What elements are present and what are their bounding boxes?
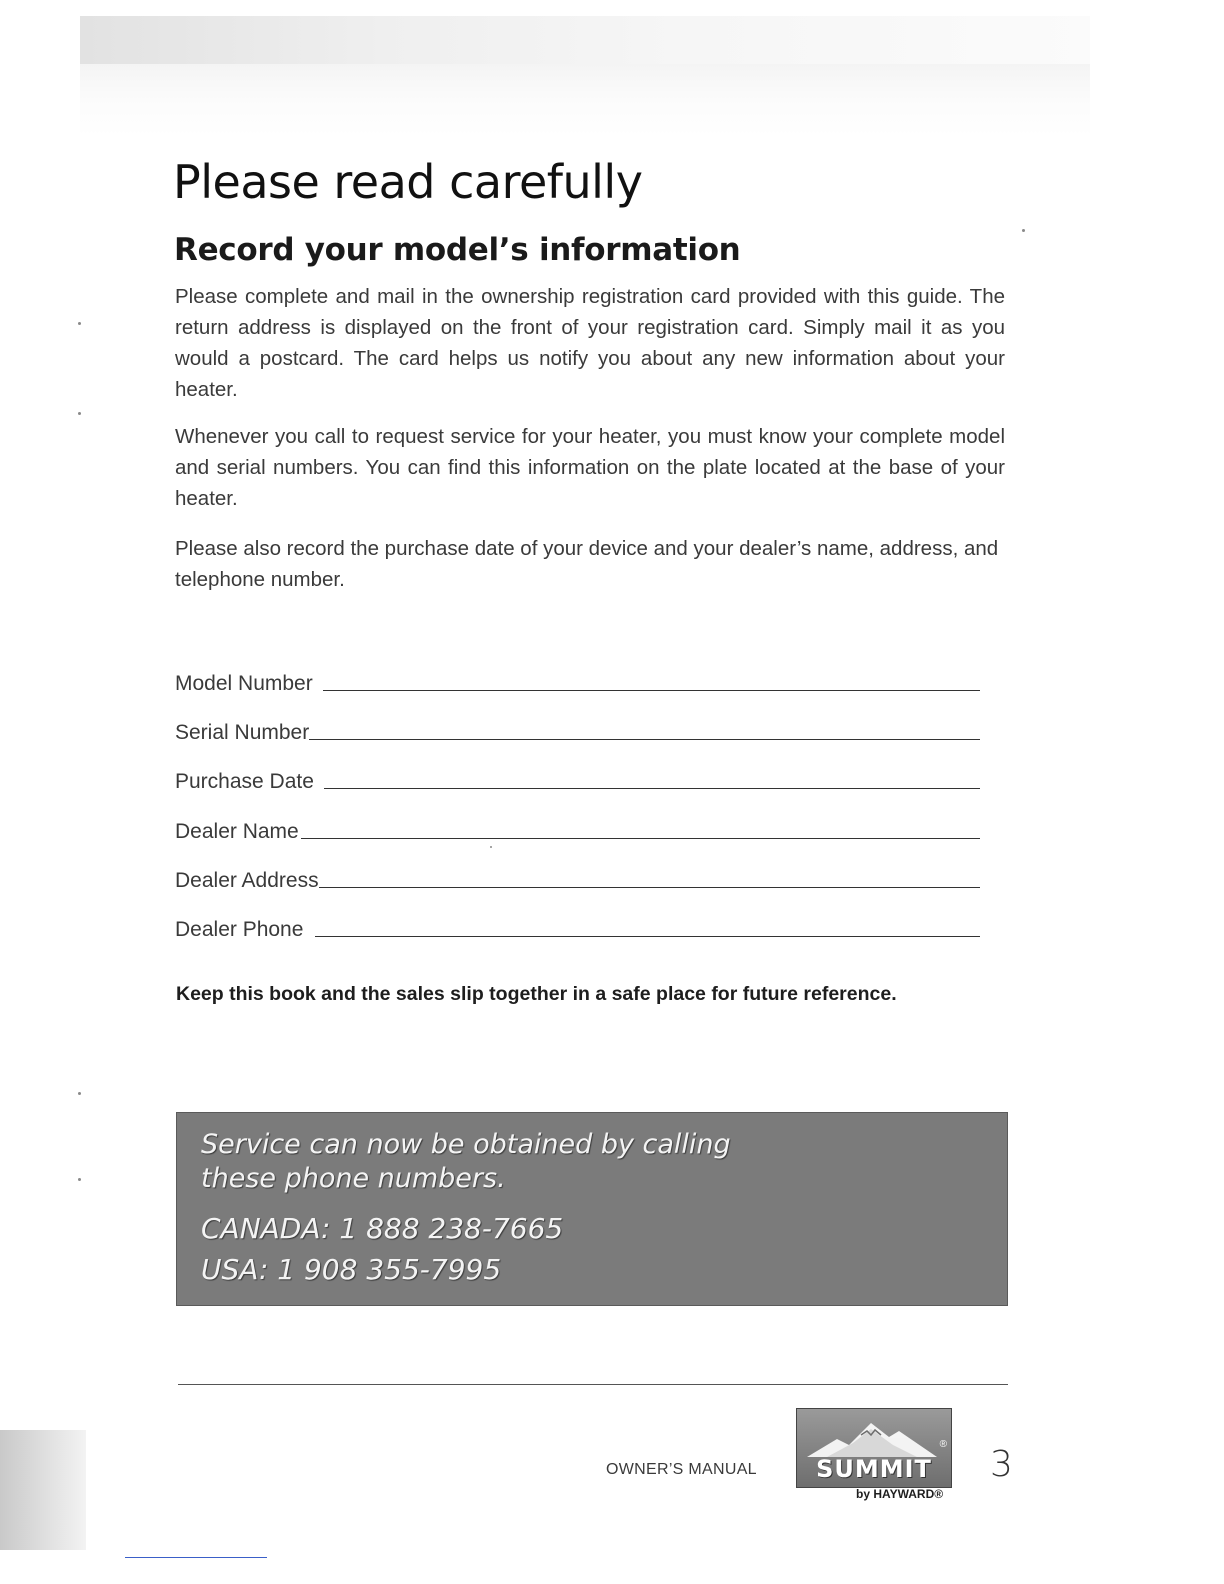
write-in-line[interactable] bbox=[301, 838, 980, 839]
scan-speck bbox=[1022, 229, 1025, 232]
purchase-date-field[interactable] bbox=[175, 762, 980, 794]
scan-speck bbox=[78, 322, 81, 325]
paragraph-service-info: Whenever you call to request service for your heater, you must know your complete model and serial numbers. You can find this information on the plate located at the base of your heater. bbox=[175, 425, 1005, 510]
owners-manual-label: OWNER’S MANUAL bbox=[606, 1461, 757, 1478]
field-label: Purchase Date bbox=[175, 770, 314, 793]
dealer-address-field[interactable] bbox=[175, 861, 980, 893]
keep-note: Keep this book and the sales slip together in a safe place for future reference. bbox=[176, 983, 897, 1005]
service-line-1: Service can now be obtained by calling bbox=[201, 1129, 731, 1160]
write-in-line[interactable] bbox=[309, 739, 980, 740]
write-in-line[interactable] bbox=[315, 936, 980, 937]
write-in-line[interactable] bbox=[319, 887, 980, 888]
paragraph-registration: Please complete and mail in the ownership registration card provided with this guide. The return address is displayed on the front of your registration card. Simply mail it as you would a postcard. The card helps us notify you about any new information about your heater. bbox=[175, 285, 1005, 401]
logo-wordmark: SUMMIT bbox=[816, 1455, 932, 1483]
canada-phone: CANADA: 1 888 238-7665 bbox=[201, 1212, 564, 1245]
model-number-field[interactable] bbox=[175, 664, 980, 696]
field-label: Dealer Address bbox=[175, 869, 319, 892]
service-callout bbox=[176, 1112, 1008, 1306]
dealer-name-field[interactable] bbox=[175, 812, 980, 844]
scan-shadow-left bbox=[0, 1430, 86, 1550]
usa-phone: USA: 1 908 355-7995 bbox=[201, 1253, 502, 1286]
logo-byline: by HAYWARD® bbox=[856, 1487, 944, 1501]
section-subtitle: Record your model’s information bbox=[174, 232, 741, 268]
page-number: 3 bbox=[990, 1444, 1013, 1485]
paragraph-record-dealer: Please also record the purchase date of your device and your dealer’s name, address, and telephone number. bbox=[175, 537, 999, 591]
registered-mark: ® bbox=[939, 1439, 947, 1450]
dealer-phone-field[interactable] bbox=[175, 910, 980, 942]
scan-speck bbox=[490, 846, 492, 848]
summit-logo bbox=[796, 1408, 952, 1488]
serial-number-field[interactable] bbox=[175, 713, 980, 745]
write-in-line[interactable] bbox=[324, 788, 980, 789]
field-label: Serial Number bbox=[175, 721, 310, 744]
service-line-2: these phone numbers. bbox=[201, 1163, 506, 1194]
bottom-scan-line bbox=[125, 1557, 267, 1558]
scan-shadow-top bbox=[80, 16, 1090, 136]
footer-divider bbox=[178, 1384, 1008, 1385]
scan-speck bbox=[78, 1178, 81, 1181]
field-label: Model Number bbox=[175, 672, 313, 695]
field-label: Dealer Name bbox=[175, 820, 299, 843]
scan-speck bbox=[78, 412, 81, 415]
field-label: Dealer Phone bbox=[175, 918, 304, 941]
scan-speck bbox=[78, 1092, 81, 1095]
page-title: Please read carefully bbox=[173, 155, 643, 209]
write-in-line[interactable] bbox=[323, 690, 980, 691]
